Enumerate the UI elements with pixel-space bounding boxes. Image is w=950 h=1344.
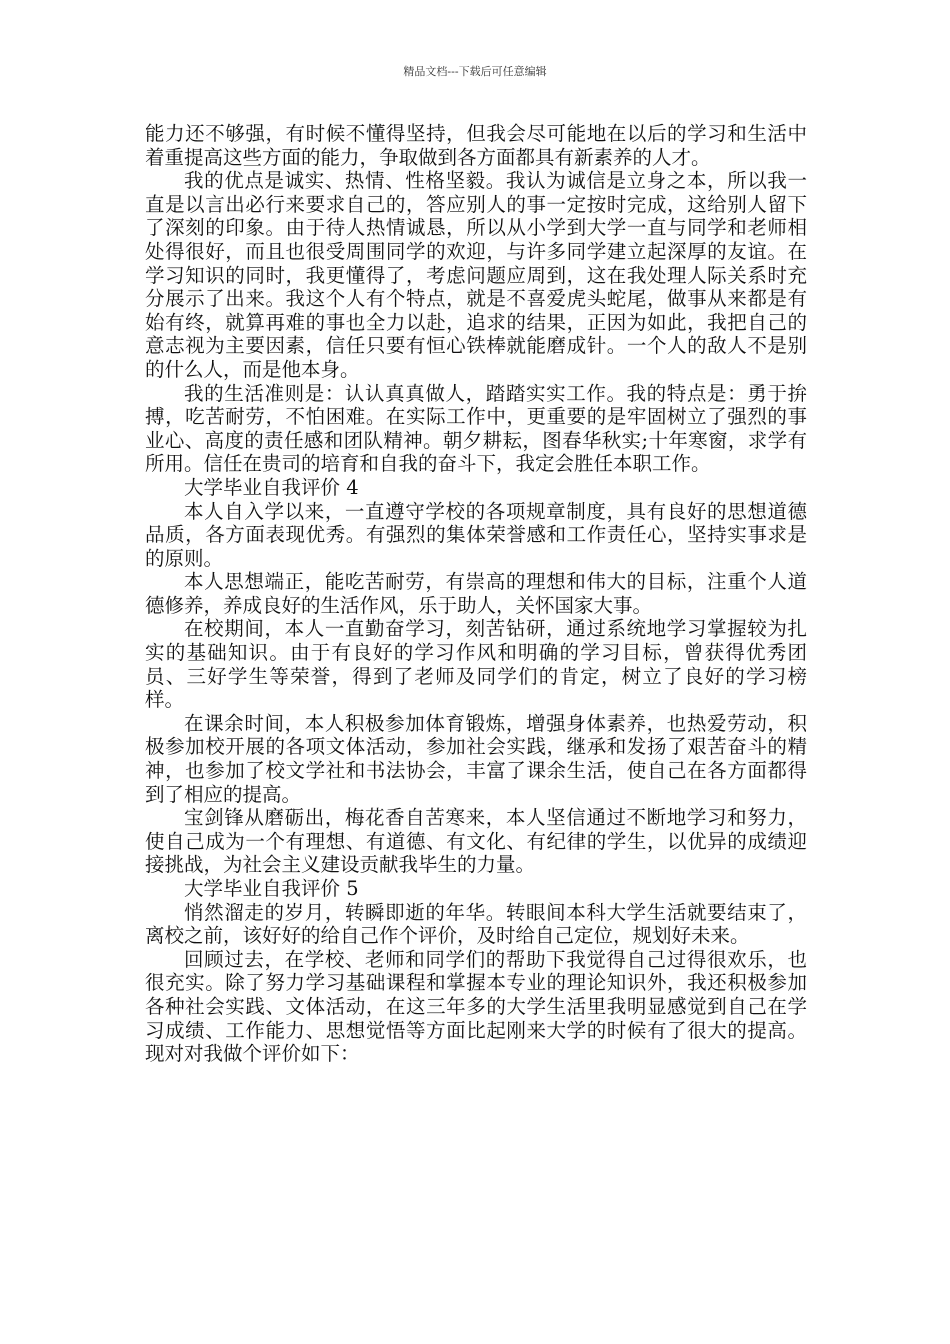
section-heading: 大学毕业自我评价 4 [184,475,359,499]
paragraph: 能力还不够强，有时候不懂得坚持，但我会尽可能地在以后的学习和生活中着重提高这些方面的能力，争取做到各方面都具有新素养的人才。 [145,122,807,169]
document-body [145,122,807,1066]
paragraph: 回顾过去，在学校、老师和同学们的帮助下我觉得自己过得很欢乐，也很充实。除了努力学习基础课程和掌握本专业的理论知识外，我还积极参加各种社会实践、文体活动，在这三年多的大学生活里我明显感觉到自己在学习成绩、工作能力、思想觉悟等方面比起刚来大学的时候有了很大的提高。现对对我做个评价如下： [145,947,807,1066]
paragraph: 悄然溜走的岁月，转瞬即逝的年华。转眼间本科大学生活就要结束了，离校之前，该好好的给自己作个评价，及时给自己定位，规划好未来。 [145,900,807,948]
paragraph: 我的生活准则是：认认真真做人，踏踏实实工作。我的特点是：勇于拚搏，吃苦耐劳，不怕困难。在实际工作中，更重要的是牢固树立了强烈的事业心、高度的责任感和团队精神。朝夕耕耘，图春华秋实;十年寒窗，求学有所用。信任在贵司的培育和自我的奋斗下，我定会胜任本职工作。 [145,381,807,476]
paragraph: 在课余时间，本人积极参加体育锻炼，增强身体素养，也热爱劳动，积极参加校开展的各项文体活动，参加社会实践，继承和发扬了艰苦奋斗的精神，也参加了校文学社和书法协会，丰富了课余生活，使自己在各方面都得到了相应的提高。 [145,711,807,806]
paragraph: 宝剑锋从磨砺出，梅花香自苦寒来，本人坚信通过不断地学习和努力，使自己成为一个有理想、有道德、有文化、有纪律的学生，以优异的成绩迎接挑战，为社会主义建设贡献我毕生的力量。 [145,806,807,877]
paragraph: 在校期间，本人一直勤奋学习，刻苦钻研，通过系统地学习掌握较为扎实的基础知识。由于有良好的学习作风和明确的学习目标，曾获得优秀团员、三好学生等荣誉，得到了老师及同学们的肯定，树立了良好的学习榜样。 [145,617,807,712]
section-heading: 大学毕业自我评价 5 [184,877,359,900]
paragraph: 本人思想端正，能吃苦耐劳，有崇高的理想和伟大的目标，注重个人道德修养，养成良好的生活作风，乐于助人，关怀国家大事。 [145,570,807,617]
paragraph: 我的优点是诚实、热情、性格坚毅。我认为诚信是立身之本，所以我一直是以言出必行来要求自己的，答应别人的事一定按时完成，这给别人留下了深刻的印象。由于待人热情诚恳，所以从小学到大学一直与同学和老师相处得很好，而且也很受周围同学的欢迎，与许多同学建立起深厚的友谊。在学习知识的同时，我更懂得了，考虑问题应周到，这在我处理人际关系时充分展示了出来。我这个人有个特点，就是不喜爱虎头蛇尾，做事从来都是有始有终，就算再难的事也全力以赴，追求的结果，正因为如此，我把自己的意志视为主要因素，信任只要有恒心铁棒就能磨成针。一个人的敌人不是别的什么人，而是他本身。 [145,169,807,381]
paragraph: 本人自入学以来，一直遵守学校的各项规章制度，具有良好的思想道德品质，各方面表现优秀。有强烈的集体荣誉感和工作责任心，坚持实事求是的原则。 [145,499,807,570]
page-header: 精品文档---下载后可任意编辑 [403,65,547,78]
